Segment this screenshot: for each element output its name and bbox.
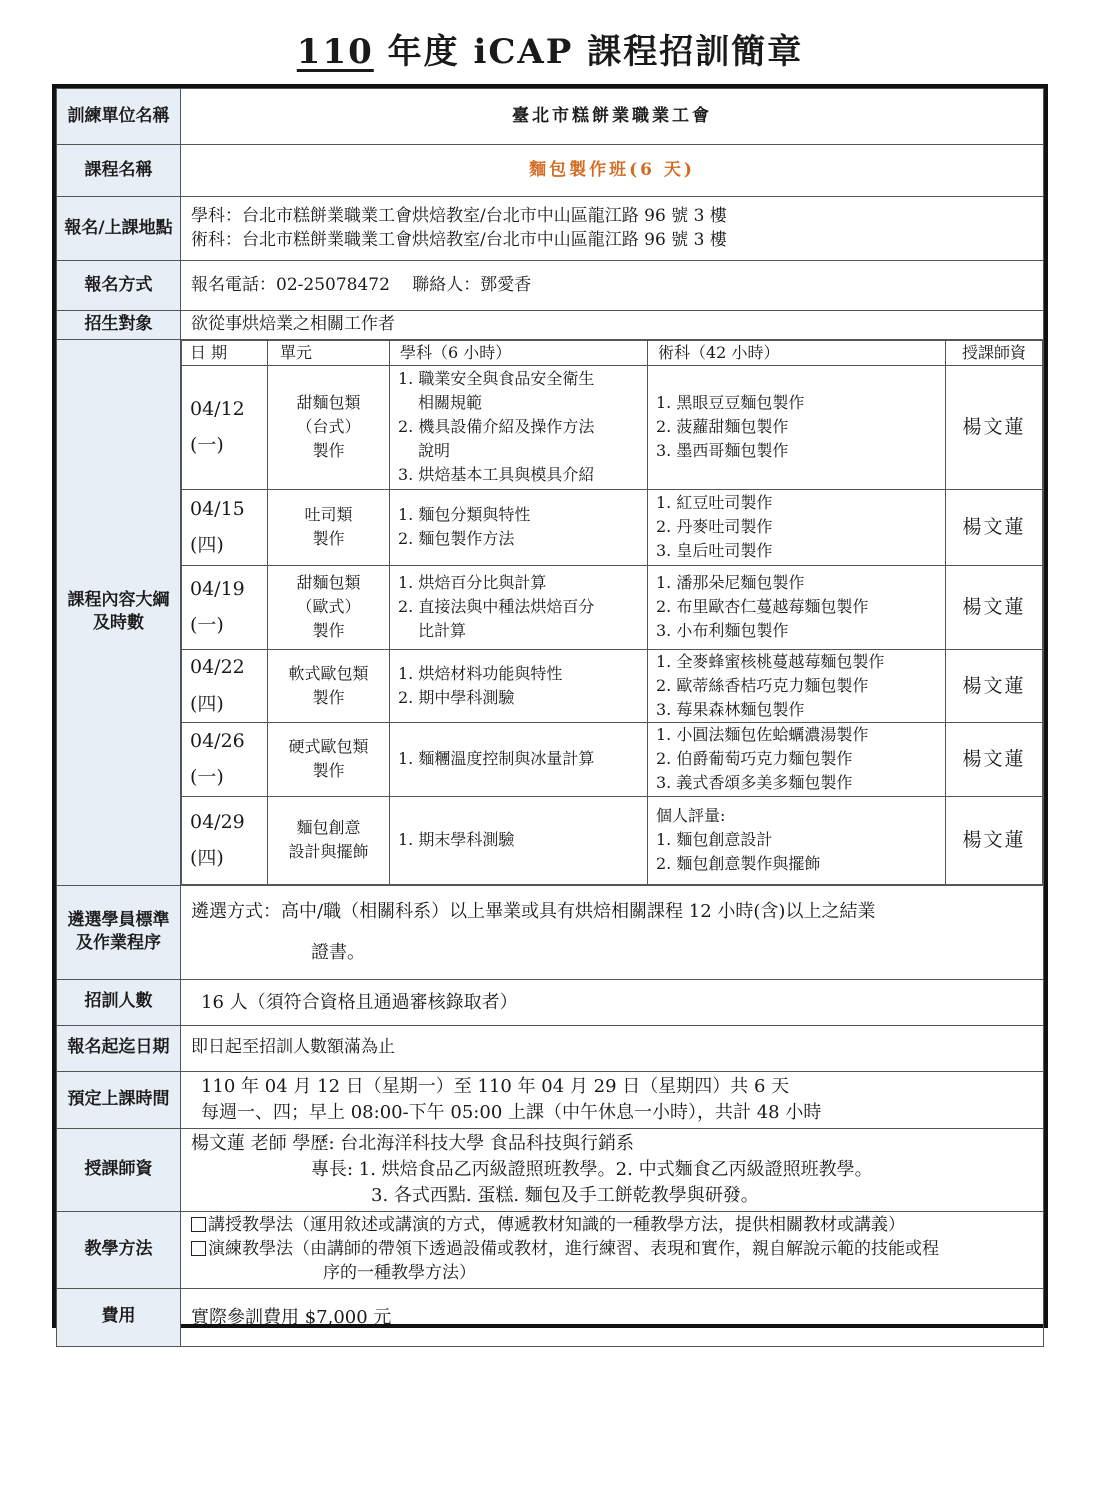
practice-checkbox[interactable] [191, 1241, 206, 1256]
label-teacher: 授課師資 [57, 1128, 181, 1211]
header-practice: 術科（42 小時） [648, 340, 946, 365]
header-theory: 學科（6 小時） [390, 340, 648, 365]
location-cell [181, 197, 1044, 261]
label-schedule: 預定上課時間 [57, 1071, 181, 1128]
method-lecture-text: 講授教學法（運用敘述或講演的方式，傳遞教材知識的一種教學方法，提供相關教材或講義） [208, 1215, 905, 1236]
practice-item: 1. 黑眼豆豆麵包製作 [656, 393, 805, 413]
label-period: 報名起迄日期 [57, 1025, 181, 1071]
label-course: 課程名稱 [57, 145, 181, 197]
location-theory: 學科：台北市糕餅業職業工會烘焙教室/台北市中山區龍江路 96 號 3 樓 [191, 205, 727, 226]
row-practice [648, 796, 946, 884]
row-unit-line: 製作 [312, 761, 345, 781]
selection-line-2: 證書。 [311, 942, 365, 964]
theory-item: 1. 烘焙百分比與計算 [398, 573, 547, 593]
theory-item: 2. 直接法與中種法烘焙百分 [398, 597, 595, 617]
row-unit-line: 麵包創意 [296, 818, 361, 838]
teacher-education: 楊文蓮 老師 學歷: 台北海洋科技大學 食品科技與行銷系 [191, 1132, 634, 1154]
practice-item: 3. 小布利麵包製作 [656, 621, 789, 641]
theory-item: 2. 機具設備介紹及操作方法 [398, 417, 595, 437]
schedule-time-cell [181, 1071, 1044, 1128]
selection-line-1: 遴選方式：高中/職（相關科系）以上畢業或具有烘焙相關課程 12 小時(含)以上之結業 [191, 900, 876, 922]
label-unit: 訓練單位名稱 [57, 89, 181, 145]
schedule-row [182, 365, 1043, 489]
practice-item: 2. 布里歐杏仁蔓越莓麵包製作 [656, 597, 869, 617]
row-unit-line: （台式） [296, 417, 361, 437]
row-weekday: (一) [190, 434, 224, 457]
theory-item: 1. 烘焙材料功能與特性 [398, 663, 563, 683]
schedule-row [182, 649, 1043, 722]
period-info: 即日起至招訓人數額滿為止 [181, 1025, 1044, 1071]
row-theory [390, 365, 648, 489]
row-weekday: (四) [190, 847, 224, 870]
practice-item: 2. 丹麥吐司製作 [656, 517, 773, 537]
row-unit [268, 722, 390, 796]
fee-info: 實際參訓費用 $7,000 元 [181, 1288, 1044, 1346]
unit-name: 臺北市糕餅業職業工會 [181, 89, 1044, 145]
theory-item: 1. 期末學科測驗 [398, 830, 515, 850]
row-teacher: 楊文蓮 [946, 365, 1043, 489]
theory-item: 相關規範 [418, 393, 483, 413]
practice-item: 1. 紅豆吐司製作 [656, 493, 773, 513]
row-unit [268, 565, 390, 649]
practice-item: 2. 菠蘿甜麵包製作 [656, 417, 789, 437]
title-year: 110 [296, 32, 374, 72]
practice-item: 2. 歐蒂絲香桔巧克力麵包製作 [656, 675, 869, 695]
practice-item: 2. 伯爵葡萄巧克力麵包製作 [656, 749, 853, 769]
schedule-row [182, 796, 1043, 884]
location-practice: 術科：台北市糕餅業職業工會烘焙教室/台北市中山區龍江路 96 號 3 樓 [191, 229, 727, 250]
row-theory [390, 649, 648, 722]
theory-item: 3. 烘焙基本工具與模具介紹 [398, 465, 595, 485]
theory-item: 2. 麵包製作方法 [398, 529, 515, 549]
row-unit-line: 甜麵包類 [296, 393, 361, 413]
label-selection: 遴選學員標準及作業程序 [57, 885, 181, 979]
row-teacher: 楊文蓮 [946, 796, 1043, 884]
theory-item: 1. 麵糰溫度控制與冰量計算 [398, 749, 595, 769]
title-text: 年度 iCAP 課程招訓簡章 [373, 32, 804, 72]
row-weekday: (一) [190, 614, 224, 637]
row-practice [648, 649, 946, 722]
row-teacher: 楊文蓮 [946, 649, 1043, 722]
label-location: 報名/上課地點 [57, 197, 181, 261]
course-name: 麵包製作班(6 天) [181, 145, 1044, 197]
row-unit [268, 365, 390, 489]
label-fee: 費用 [57, 1288, 181, 1346]
row-date-day: 04/15 [190, 497, 245, 520]
row-teacher: 楊文蓮 [946, 489, 1043, 565]
row-date [182, 489, 268, 565]
row-theory [390, 565, 648, 649]
header-unit: 單元 [268, 340, 390, 365]
row-date-day: 04/26 [190, 729, 245, 752]
outline-cell [181, 339, 1044, 885]
row-theory [390, 722, 648, 796]
header-teacher: 授課師資 [946, 340, 1043, 365]
course-info-table [56, 88, 1044, 1347]
row-date-day: 04/12 [190, 397, 245, 420]
schedule-row [182, 489, 1043, 565]
practice-item: 3. 莓果森林麵包製作 [656, 699, 805, 719]
label-count: 招訓人數 [57, 979, 181, 1025]
lecture-checkbox[interactable] [191, 1217, 206, 1232]
label-signup: 報名方式 [57, 261, 181, 311]
schedule-row [182, 722, 1043, 796]
theory-item: 說明 [418, 441, 451, 461]
practice-item: 3. 墨西哥麵包製作 [656, 441, 789, 461]
row-unit [268, 489, 390, 565]
teacher-specialty-1: 專長: 1. 烘焙食品乙丙級證照班教學。2. 中式麵食乙丙級證照班教學。 [311, 1159, 873, 1181]
row-weekday: (四) [190, 534, 224, 557]
page-title [0, 24, 1100, 73]
method-lecture [191, 1214, 1033, 1238]
row-practice [648, 365, 946, 489]
row-date [182, 365, 268, 489]
method-cell [181, 1212, 1044, 1288]
row-unit-line: 軟式歐包類 [288, 663, 369, 683]
count-info: 16 人（須符合資格且通過審核錄取者） [181, 979, 1044, 1025]
method-practice-text: 演練教學法（由講師的帶領下透過設備或教材，進行練習、表現和實作，親自解說示範的技能或程 [208, 1239, 939, 1260]
signup-info: 報名電話：02-25078472 聯絡人：鄧愛香 [181, 261, 1044, 311]
row-unit-line: 製作 [312, 529, 345, 549]
schedule-time-line-2: 每週一、四；早上 08:00-下午 05:00 上課（中午休息一小時），共計 48 小時 [201, 1101, 822, 1123]
row-unit-line: （歐式） [296, 597, 361, 617]
practice-item: 3. 皇后吐司製作 [656, 541, 773, 561]
practice-item: 1. 潘那朵尼麵包製作 [656, 573, 805, 593]
label-target: 招生對象 [57, 311, 181, 340]
row-theory [390, 489, 648, 565]
label-method: 教學方法 [57, 1212, 181, 1288]
row-unit-line: 硬式歐包類 [288, 737, 369, 757]
row-date [182, 649, 268, 722]
method-practice [191, 1238, 1033, 1262]
practice-item: 1. 麵包創意設計 [656, 830, 773, 850]
theory-item: 比計算 [418, 621, 467, 641]
practice-item: 個人評量: [656, 806, 726, 826]
row-date [182, 722, 268, 796]
theory-item: 2. 期中學科測驗 [398, 687, 515, 707]
row-practice [648, 722, 946, 796]
selection-cell [181, 885, 1044, 979]
row-unit-line: 設計與擺飾 [288, 842, 369, 862]
row-weekday: (四) [190, 692, 224, 715]
header-date: 日 期 [182, 340, 268, 365]
target-info: 欲從事烘焙業之相關工作者 [181, 311, 1044, 340]
row-date-day: 04/22 [190, 656, 245, 679]
practice-item: 1. 全麥蜂蜜核桃蔓越莓麵包製作 [656, 651, 885, 671]
practice-item: 2. 麵包創意製作與擺飾 [656, 854, 821, 874]
row-unit [268, 796, 390, 884]
schedule-row [182, 565, 1043, 649]
schedule-table [181, 340, 1043, 885]
row-unit-line: 吐司類 [304, 505, 353, 525]
schedule-header-row [182, 340, 1043, 365]
row-weekday: (一) [190, 766, 224, 789]
row-practice [648, 489, 946, 565]
label-outline: 課程內容大綱及時數 [57, 339, 181, 885]
theory-item: 1. 麵包分類與特性 [398, 505, 531, 525]
teacher-info-cell [181, 1128, 1044, 1211]
row-unit-line: 製作 [312, 621, 345, 641]
method-practice-cont: 序的一種教學方法） [323, 1262, 476, 1283]
theory-item: 1. 職業安全與食品安全衛生 [398, 369, 595, 389]
row-date [182, 796, 268, 884]
row-unit [268, 649, 390, 722]
schedule-time-line-1: 110 年 04 月 12 日（星期一）至 110 年 04 月 29 日（星期四）共 6 天 [201, 1075, 790, 1097]
row-teacher: 楊文蓮 [946, 722, 1043, 796]
row-date-day: 04/19 [190, 577, 245, 600]
practice-item: 1. 小圓法麵包佐蛤蠣濃湯製作 [656, 725, 869, 745]
row-date [182, 565, 268, 649]
practice-item: 3. 義式香頌多美多麵包製作 [656, 773, 853, 793]
row-teacher: 楊文蓮 [946, 565, 1043, 649]
row-practice [648, 565, 946, 649]
teacher-specialty-2: 3. 各式西點. 蛋糕. 麵包及手工餅乾教學與研發。 [371, 1185, 759, 1207]
row-unit-line: 製作 [312, 687, 345, 707]
row-unit-line: 製作 [312, 441, 345, 461]
row-date-day: 04/29 [190, 810, 245, 833]
row-unit-line: 甜麵包類 [296, 573, 361, 593]
row-theory [390, 796, 648, 884]
